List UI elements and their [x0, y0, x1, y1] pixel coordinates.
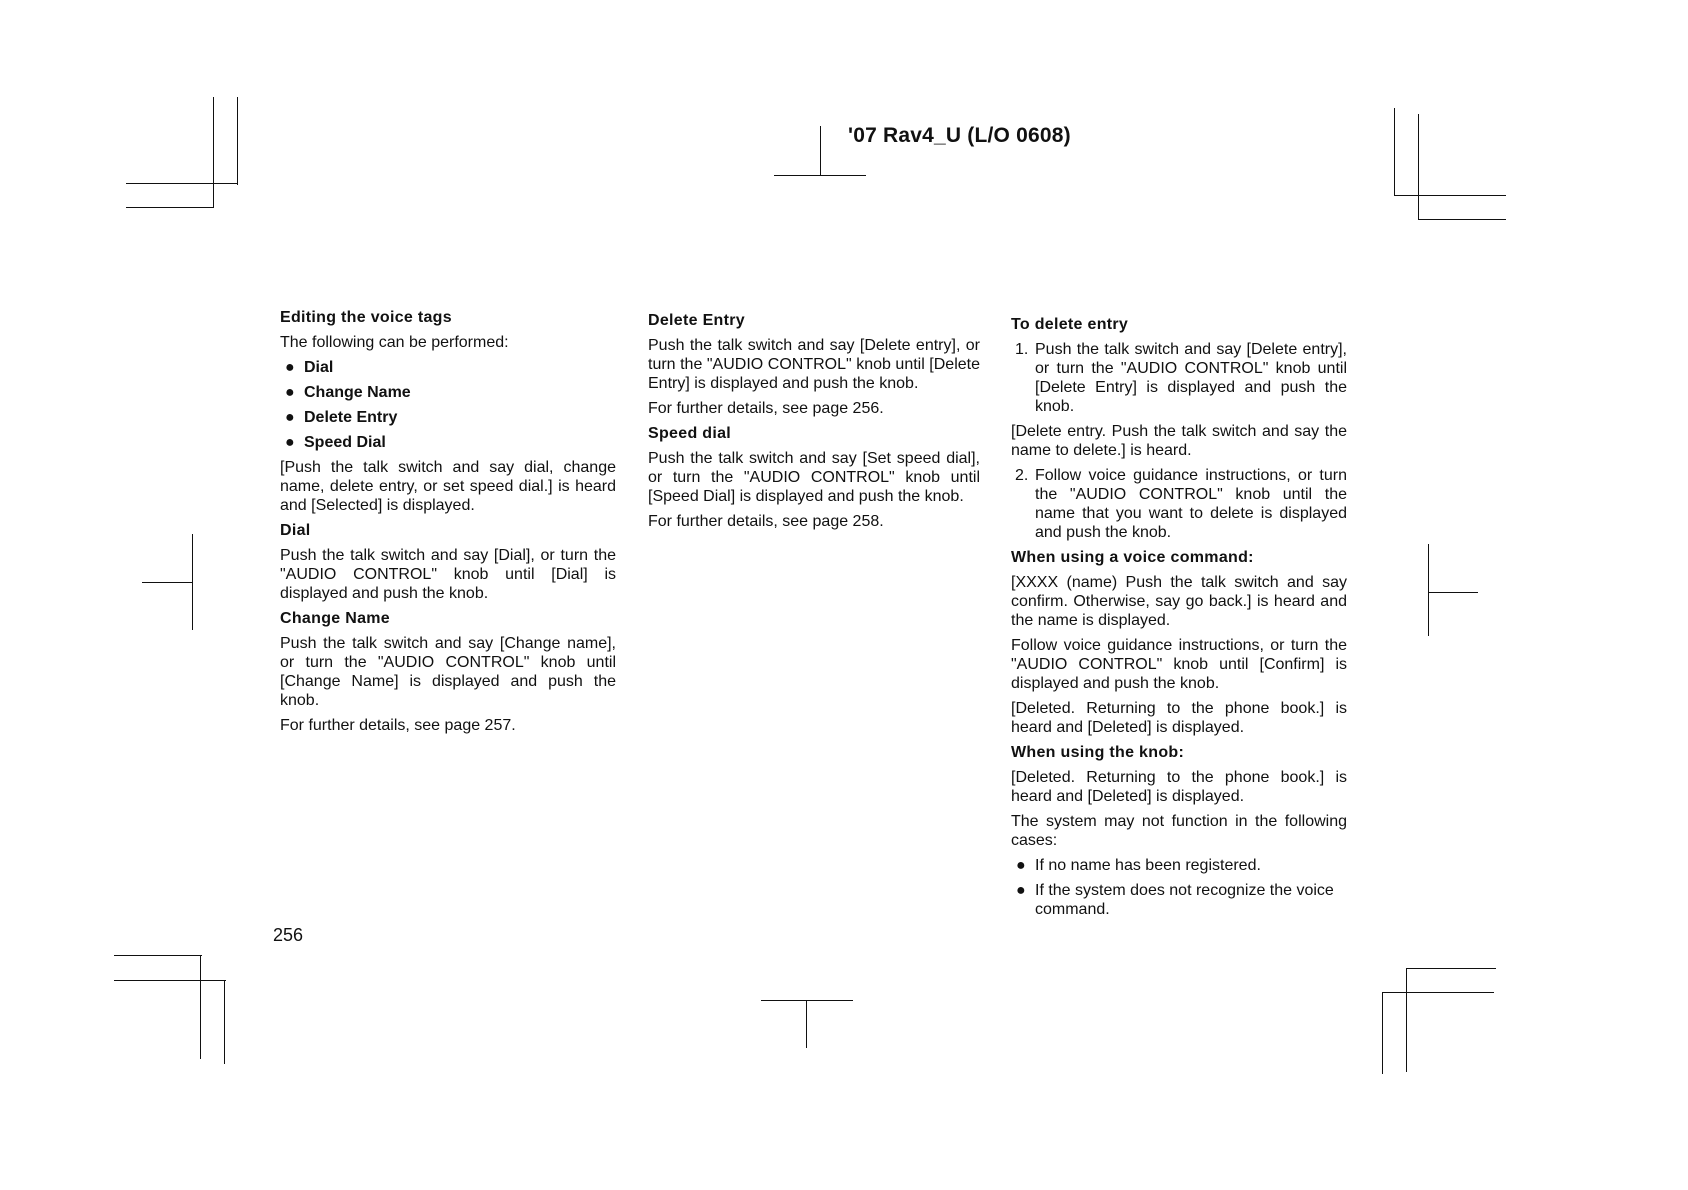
section-heading: Dial — [280, 522, 311, 539]
section-heading: To delete entry — [1011, 316, 1129, 333]
list-item: ● Dial — [285, 359, 334, 376]
paragraph: The following can be performed: — [280, 334, 509, 351]
bullet-icon: ● — [1016, 857, 1026, 874]
section-heading: Delete Entry — [648, 312, 745, 329]
list-item: ● Change Name — [285, 384, 411, 401]
paragraph: Push the talk switch and say [Delete entry], or turn the "AUDIO CONTROL" knob until [Delete Entry] is displayed and push the knob. — [648, 337, 980, 392]
list-item: ● Speed Dial — [285, 434, 386, 451]
paragraph: [Push the talk switch and say dial, change name, delete entry, or set speed dial.] is heard and [Selected] is displayed. — [280, 459, 616, 514]
paragraph: [Deleted. Returning to the phone book.] is heard and [Deleted] is displayed. — [1011, 769, 1347, 805]
bullet-icon: ● — [285, 409, 295, 426]
list-item: ● If the system does not recognize the voice command. — [1016, 882, 1334, 918]
page-reference: For further details, see page 258. — [648, 513, 884, 530]
paragraph: The system may not function in the following cases: — [1011, 813, 1347, 849]
bullet-icon: ● — [285, 384, 295, 401]
section-heading: Change Name — [280, 610, 390, 627]
document-header: '07 Rav4_U (L/O 0608) — [848, 124, 1071, 147]
paragraph: Follow voice guidance instructions, or turn the "AUDIO CONTROL" knob until [Confirm] is displayed and push the knob. — [1011, 637, 1347, 692]
paragraph: [XXXX (name) Push the talk switch and say confirm. Otherwise, say go back.] is heard and the name is displayed. — [1011, 574, 1347, 629]
numbered-step: 2. Follow voice guidance instructions, or turn the "AUDIO CONTROL" knob until the name that you want to delete is displayed and push the knob. — [1015, 467, 1347, 541]
list-item: ● If no name has been registered. — [1016, 857, 1261, 874]
paragraph: Push the talk switch and say [Dial], or turn the "AUDIO CONTROL" knob until [Dial] is displayed and push the knob. — [280, 547, 616, 602]
page-reference: For further details, see page 257. — [280, 717, 516, 734]
section-heading: When using a voice command: — [1011, 549, 1254, 566]
list-item: ● Delete Entry — [285, 409, 398, 426]
numbered-step: 1. Push the talk switch and say [Delete entry], or turn the "AUDIO CONTROL" knob until [Delete Entry] is displayed and push the knob. — [1015, 341, 1347, 415]
column-editing-voice-tags — [280, 308, 616, 741]
paragraph: Push the talk switch and say [Set speed dial], or turn the "AUDIO CONTROL" knob until [Speed Dial] is displayed and push the knob. — [648, 450, 980, 505]
column-to-delete-entry — [1011, 315, 1347, 925]
bullet-icon: ● — [285, 359, 295, 376]
paragraph: [Delete entry. Push the talk switch and say the name to delete.] is heard. — [1011, 423, 1347, 459]
section-heading: When using the knob: — [1011, 744, 1185, 761]
paragraph: Push the talk switch and say [Change name], or turn the "AUDIO CONTROL" knob until [Change Name] is displayed and push the knob. — [280, 635, 616, 709]
page-reference: For further details, see page 256. — [648, 400, 884, 417]
bullet-icon: ● — [285, 434, 295, 451]
paragraph: [Deleted. Returning to the phone book.] is heard and [Deleted] is displayed. — [1011, 700, 1347, 736]
bullet-icon: ● — [1016, 882, 1026, 899]
cases-list — [1011, 856, 1347, 919]
page-number: 256 — [273, 925, 304, 945]
section-heading: Speed dial — [648, 425, 732, 442]
section-heading: Editing the voice tags — [280, 309, 452, 326]
column-delete-speed — [648, 311, 980, 537]
options-list — [280, 358, 616, 452]
